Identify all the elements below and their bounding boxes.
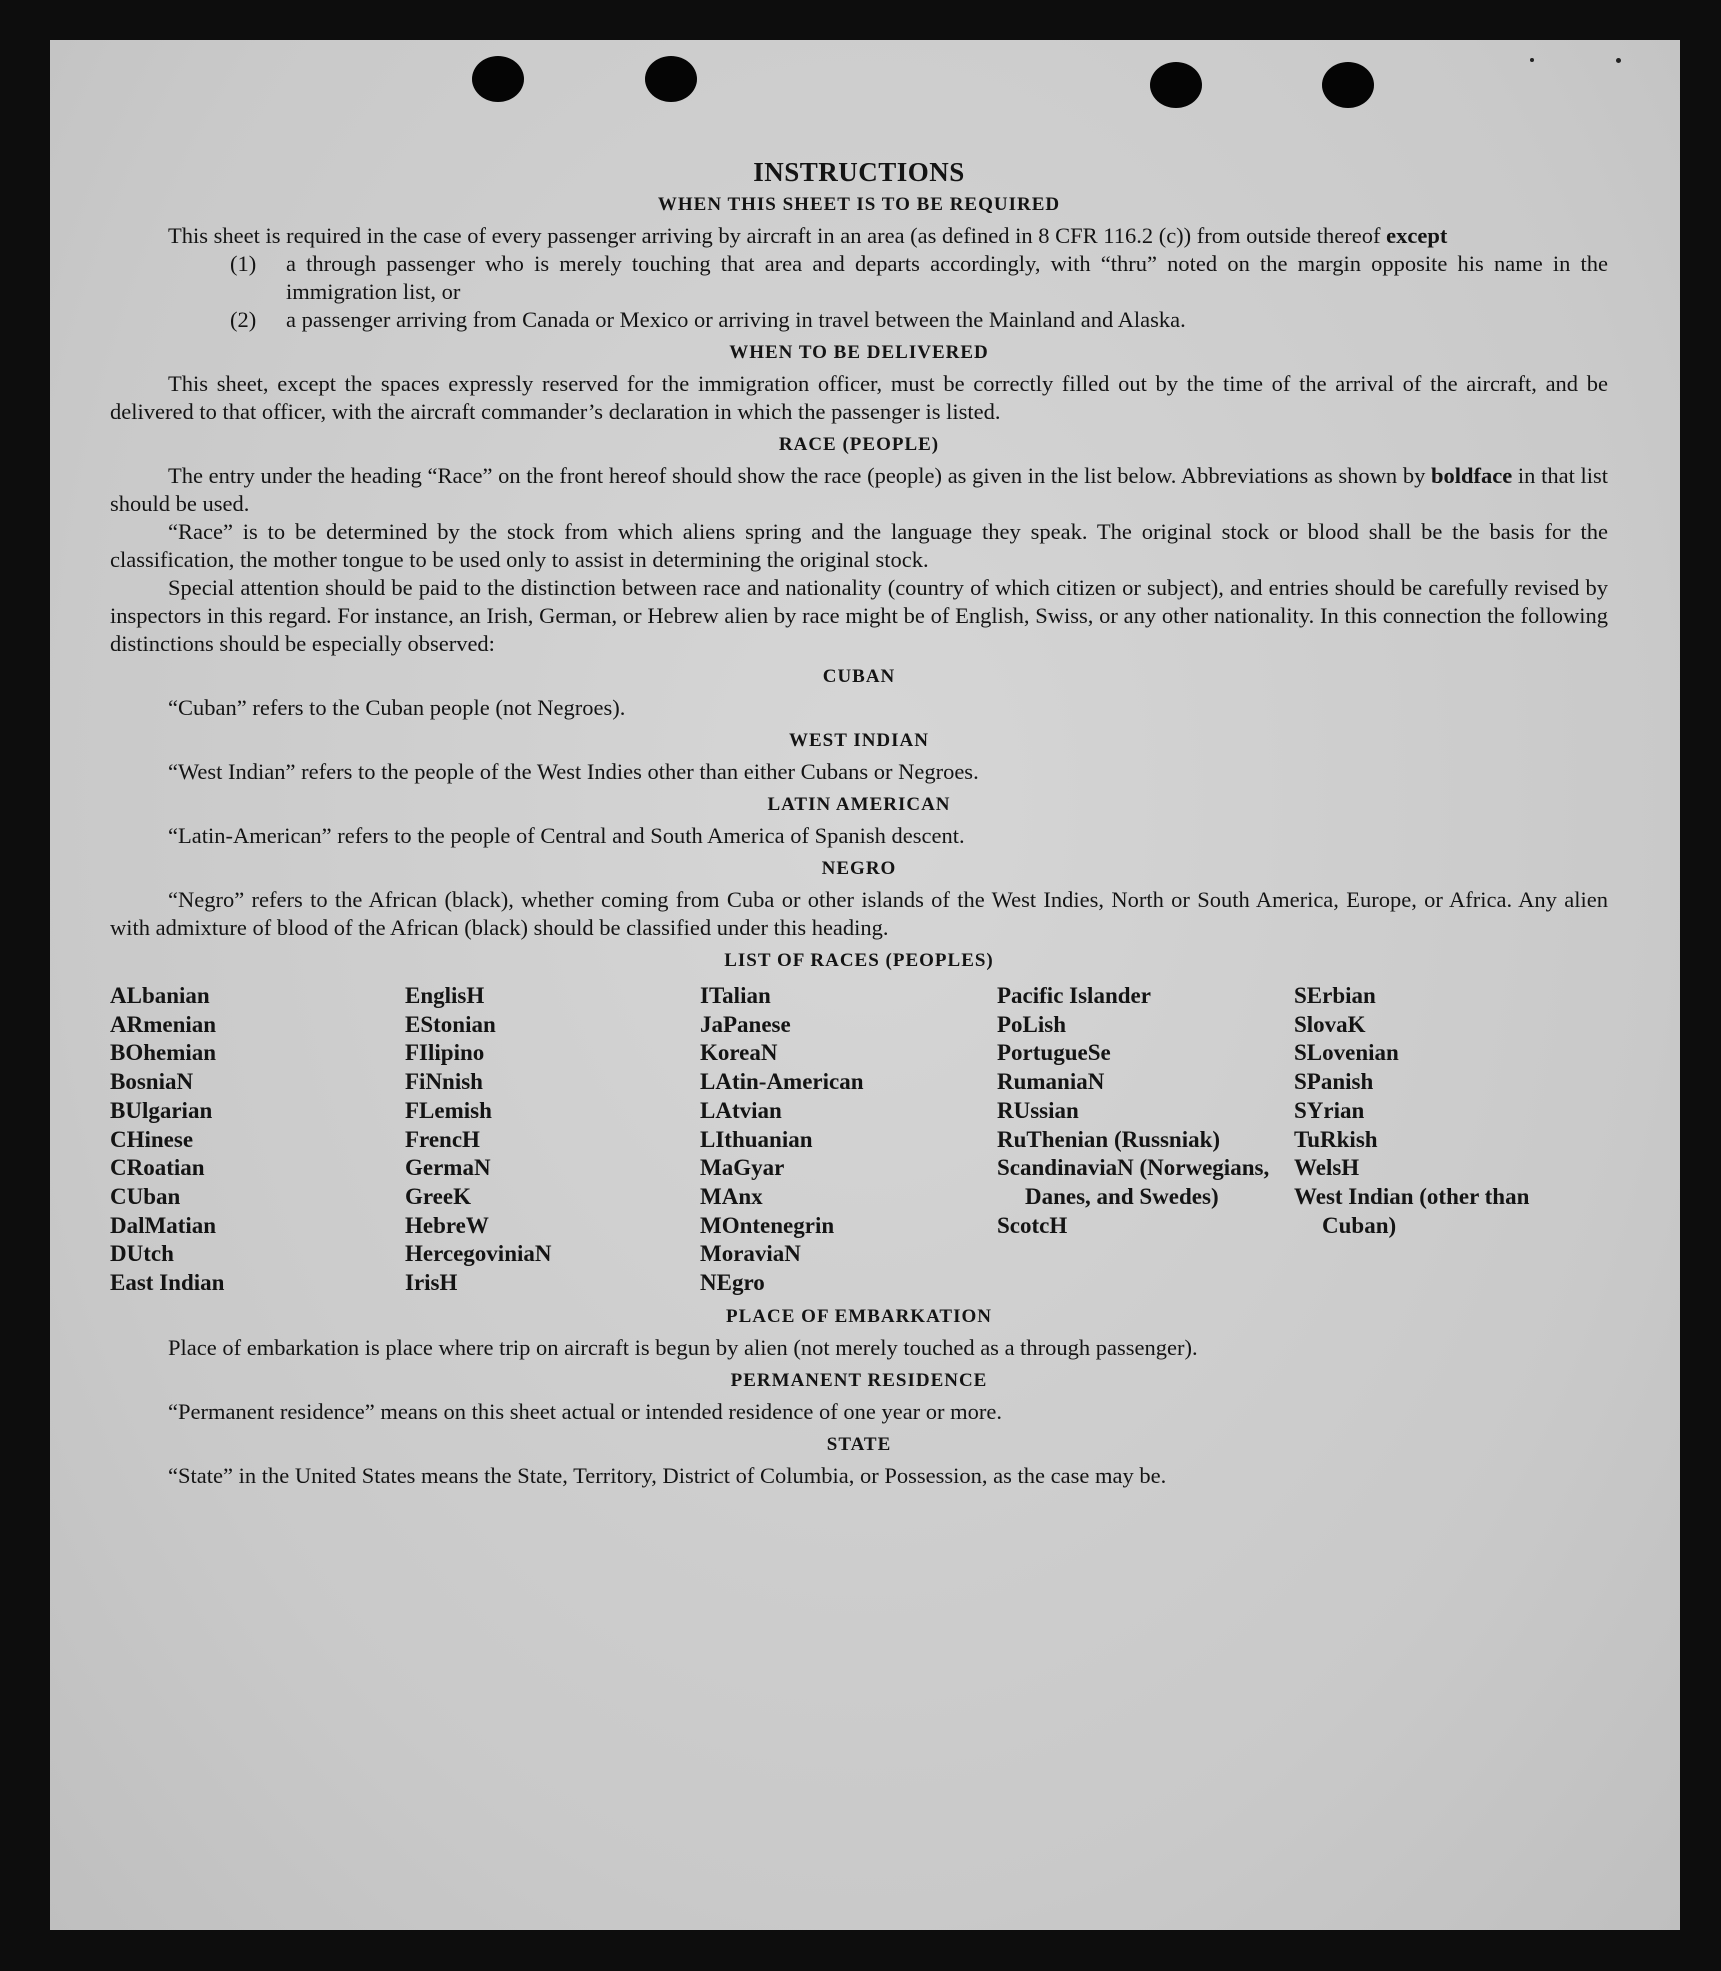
race-entry: IrisH [405,1270,458,1296]
race-entry: WelsH [1294,1155,1360,1181]
section-heading-residence: PERMANENT RESIDENCE [730,1369,988,1391]
paragraph-race-1 [110,462,1608,518]
paragraph-residence: “Permanent residence” means on this sheet actual or intended residence of one year or more. [168,1398,1003,1424]
race-entry: BosniaN [110,1069,194,1095]
paragraph-text: This sheet is required in the case of every passenger arriving by aircraft in an area (as defined in 8 CFR 116.2 (c)) from outside thereof [168,223,1381,248]
race-entry: PortugueSe [997,1040,1111,1066]
section-heading-races-list: LIST OF RACES (PEOPLES) [724,950,994,971]
race-entry: HebreW [405,1212,489,1238]
section-heading-cuban: CUBAN [822,666,896,687]
race-entry: RUssian [997,1097,1079,1123]
bold-except: except [1386,223,1448,248]
race-entry: MAnx [700,1183,763,1209]
race-entry: GermaN [405,1155,491,1181]
race-entry: RuThenian (Russniak) [997,1126,1221,1152]
race-entry: SlovaK [1294,1011,1366,1037]
race-entry: EStonian [405,1011,496,1037]
race-entry: SLovenian [1294,1040,1399,1066]
race-entry: FLemish [405,1097,492,1123]
race-entry: MoraviaN [700,1241,801,1267]
race-entry: FrencH [405,1126,480,1152]
race-entry: NEgro [700,1270,765,1296]
item-number: (1) [230,251,257,276]
race-entry: HercegoviniaN [405,1241,552,1267]
race-entry: DalMatian [110,1212,217,1238]
race-entry: ITalian [700,983,771,1008]
race-entry: ALbanian [110,983,210,1008]
paragraph-text: The entry under the heading “Race” on the front hereof should show the race (people) as given in the list below. Abbreviations as shown by [168,463,1426,488]
race-entry: MOntenegrin [700,1212,835,1238]
paragraph-negro: “Negro” refers to the African (black), whether coming from Cuba or other islands of the West Indies, North or South America, Europe, or Africa. Any alien with admixture of blood of the African (black) should be classified under this heading. [110,887,1608,940]
punch-hole [1150,62,1202,108]
section-heading-state: STATE [826,1433,892,1455]
paragraph-text: in that list should be used. [110,463,1609,516]
bold-boldface: boldface [1431,463,1513,488]
race-entry: FIlipino [405,1040,485,1066]
section-heading-delivered: WHEN TO BE DELIVERED [729,342,989,363]
race-entry: DUtch [110,1241,174,1267]
race-entry: ARmenian [110,1011,217,1037]
paragraph-delivered: This sheet, except the spaces expressly reserved for the immigration officer, must be correctly filled out by the time of the arrival of the aircraft, and be delivered to that officer, with the aircraft commander’s declaration in which the passenger is listed. [110,371,1608,424]
paragraph-west-indian: “West Indian” refers to the people of the West Indies other than either Cubans or Negroes. [168,759,979,784]
race-entry: LIthuanian [700,1126,813,1152]
race-entry: SYrian [1294,1097,1365,1123]
race-entry: West Indian (other than Cuban) [1294,1183,1530,1238]
paragraph-latin-american: “Latin-American” refers to the people of Central and South America of Spanish descent. [168,823,965,848]
race-entry: MaGyar [700,1155,785,1181]
section-heading-required: WHEN THIS SHEET IS TO BE REQUIRED [657,194,1061,215]
section-heading-embarkation: PLACE OF EMBARKATION [726,1305,992,1327]
race-entry: SPanish [1294,1069,1374,1095]
section-heading-west-indian: WEST INDIAN [789,730,929,751]
speck-mark [1616,58,1621,63]
races-column [997,982,1294,1298]
section-heading-latin-american: LATIN AMERICAN [767,794,951,815]
race-entry: Pacific Islander [997,983,1151,1008]
item-text: a through passenger who is merely touching that area and departs accordingly, with “thru” noted on the margin opposite his name in the immigration list, or [286,251,1608,304]
race-entry: BOhemian [110,1040,217,1066]
paragraph-required [110,222,1608,250]
race-entry: RumaniaN [997,1069,1105,1095]
race-entry: LAtvian [700,1097,782,1123]
page-title: INSTRUCTIONS [753,157,965,187]
race-entry: EnglisH [405,983,485,1008]
paragraph-embarkation: Place of embarkation is place where trip on aircraft is begun by alien (not merely touched as a through passenger). [168,1334,1198,1360]
race-entry: CUban [110,1183,181,1209]
paragraph-race-3: Special attention should be paid to the distinction between race and nationality (country of which citizen or subject), and entries should be carefully revised by inspectors in this regard. For instance, an Irish, German, or Hebrew alien by race might be of English, Swiss, or any other nationality. In this connection the following distinctions should be especially observed: [110,575,1608,656]
punch-hole [1322,62,1374,108]
race-entry: ScotcH [997,1212,1068,1238]
race-entry: TuRkish [1294,1126,1378,1152]
punch-hole [472,56,524,102]
document-page [50,40,1680,1930]
exception-item [230,250,1608,306]
races-column [700,982,997,1298]
section-heading-race: RACE (PEOPLE) [778,434,940,455]
race-entry: SErbian [1294,983,1376,1008]
item-number: (2) [230,307,257,332]
exception-item [230,306,1608,334]
race-entry: CHinese [110,1126,194,1152]
race-entry: ScandinaviaN (Norwegians, Danes, and Swedes) [997,1155,1270,1209]
races-column [1294,982,1594,1298]
race-entry: KoreaN [700,1040,778,1066]
race-entry: East Indian [110,1270,225,1296]
item-text: a passenger arriving from Canada or Mexico or arriving in travel between the Mainland and Alaska. [286,307,1186,332]
race-entry: PoLish [997,1011,1067,1037]
races-column [405,982,700,1298]
instructions-content [110,158,1608,1490]
paragraph-race-2: “Race” is to be determined by the stock from which aliens spring and the language they speak. The original stock or blood shall be the basis for the classification, the mother tongue to be used only to assist in determining the original stock. [110,519,1608,572]
race-entry: LAtin-American [700,1069,864,1095]
paragraph-cuban: “Cuban” refers to the Cuban people (not Negroes). [168,695,626,720]
race-entry: FiNnish [405,1069,483,1095]
race-entry: BUlgarian [110,1097,213,1123]
race-entry: GreeK [405,1183,471,1209]
races-column [110,982,405,1298]
section-heading-negro: NEGRO [821,858,897,879]
race-entry: JaPanese [700,1011,791,1037]
paragraph-state: “State” in the United States means the State, Territory, District of Columbia, or Possession, as the case may be. [168,1462,1167,1488]
punch-hole [645,56,697,102]
race-entry: CRoatian [110,1155,205,1181]
races-list [110,982,1608,1298]
speck-mark [1530,58,1534,62]
